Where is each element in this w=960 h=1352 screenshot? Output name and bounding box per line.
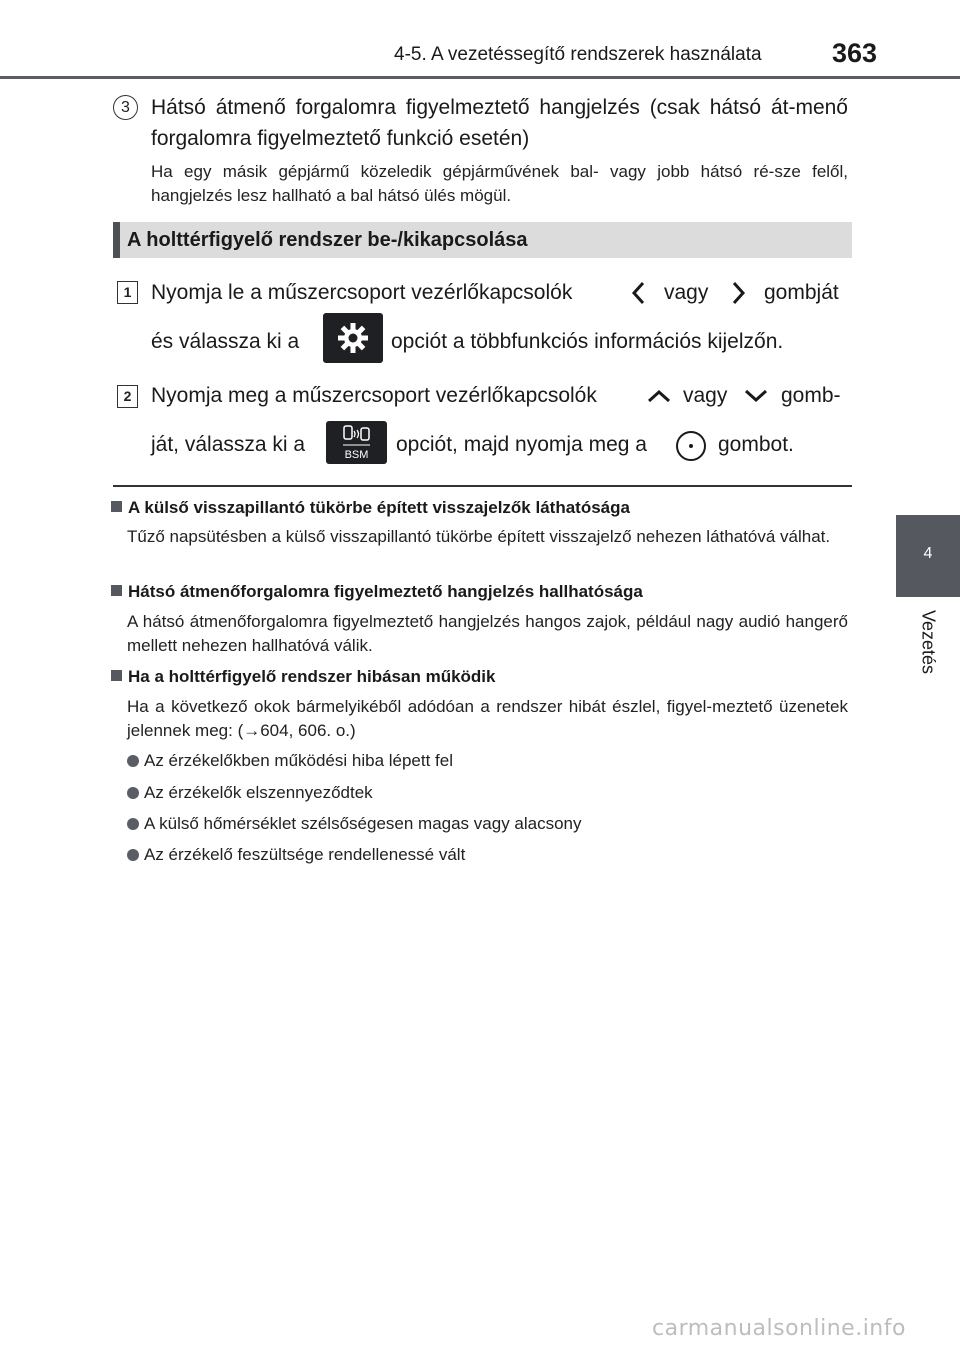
step2-text-a: Nyomja meg a műszercsoport vezérlőkapcsolók <box>151 384 597 407</box>
section-heading-bar <box>113 222 852 258</box>
chapter-tab <box>896 515 960 597</box>
note-heading-2-text: Hátsó átmenőforgalomra figyelmeztető hangjelzés hallhatósága <box>128 582 643 601</box>
step1-text-a: Nyomja le a műszercsoport vezérlőkapcsolók <box>151 281 573 304</box>
list-item <box>127 751 453 771</box>
chevron-down-icon <box>743 388 769 404</box>
list-item-text: Az érzékelők elszennyeződtek <box>144 783 373 802</box>
step2-text-d: ját, válassza ki a <box>151 433 306 456</box>
chevron-left-icon <box>630 280 648 306</box>
step1-text-b: vagy <box>664 281 709 304</box>
watermark: carmanualsonline.info <box>652 1316 906 1341</box>
gear-icon <box>323 313 383 363</box>
step2-text-c: gomb- <box>781 384 841 407</box>
note-body-1: Tűző napsütésben a külső visszapillantó tükörbe épített visszajelző nehezen láthatóvá válhat. <box>127 527 831 546</box>
step2-text-e: opciót, majd nyomja meg a <box>396 433 647 456</box>
step1-text-d: és válassza ki a <box>151 330 300 353</box>
round-bullet-icon <box>127 755 139 767</box>
step1-text-c: gombját <box>764 281 839 304</box>
note-heading-1 <box>111 498 630 518</box>
list-item-text: Az érzékelő feszültsége rendellenessé vált <box>144 845 466 864</box>
bsm-icon-label: BSM <box>344 449 369 461</box>
chapter-label: Vezetés <box>918 609 939 675</box>
bsm-icon <box>326 421 387 464</box>
page-number: 363 <box>832 38 878 68</box>
section-divider <box>113 485 852 487</box>
item3-description: Ha egy másik gépjármű közeledik gépjárművének bal- vagy jobb hátsó ré-sze felől, hangjelzés lesz hallható a bal hátsó ülés mögül. <box>151 162 848 205</box>
round-bullet-icon <box>127 787 139 799</box>
item3-title: Hátsó átmenő forgalomra figyelmeztető hangjelzés (csak hátsó át-menő forgalomra figyelmeztető funkció esetén) <box>151 96 848 150</box>
note-heading-3 <box>111 667 495 687</box>
note-body-3: Ha a következő okok bármelyikéből adódóan a rendszer hibát észlel, figyel-meztető üzenetek jelennek meg: (→604, 606. o.) <box>127 697 848 740</box>
item-number-circle: 3 <box>113 95 138 120</box>
header-rule <box>0 76 960 79</box>
note-body-2: A hátsó átmenőforgalomra figyelmeztető hangjelzés hangos zajok, például nagy audió hangerő mellett nehezen hallhatóvá válik. <box>127 612 848 655</box>
section-heading-accent <box>113 222 120 258</box>
step2-text-f: gombot. <box>718 433 794 456</box>
step-number-1: 1 <box>117 281 138 304</box>
list-item-text: A külső hőmérséklet szélsőségesen magas vagy alacsony <box>144 814 582 833</box>
round-bullet-icon <box>127 818 139 830</box>
chevron-right-icon <box>729 280 747 306</box>
list-item <box>127 783 373 803</box>
chapter-number: 4 <box>923 545 933 562</box>
note-heading-2 <box>111 582 643 602</box>
section-heading: A holttérfigyelő rendszer be-/kikapcsolása <box>127 229 528 251</box>
list-item <box>127 845 465 865</box>
header-section-title: 4-5. A vezetéssegítő rendszerek használata <box>394 44 762 65</box>
list-item <box>127 814 582 834</box>
ok-button-icon <box>674 429 708 463</box>
square-bullet-icon <box>111 670 122 681</box>
step1-text-e: opciót a többfunkciós információs kijelzőn. <box>391 330 784 353</box>
step2-text-b: vagy <box>683 384 728 407</box>
list-item-text: Az érzékelőkben működési hiba lépett fel <box>144 751 454 770</box>
square-bullet-icon <box>111 501 122 512</box>
step-number-2: 2 <box>117 385 138 408</box>
round-bullet-icon <box>127 849 139 861</box>
chevron-up-icon <box>646 388 672 404</box>
square-bullet-icon <box>111 585 122 596</box>
note-heading-3-text: Ha a holttérfigyelő rendszer hibásan működik <box>128 667 496 686</box>
note-heading-1-text: A külső visszapillantó tükörbe épített visszajelzők láthatósága <box>128 498 630 517</box>
